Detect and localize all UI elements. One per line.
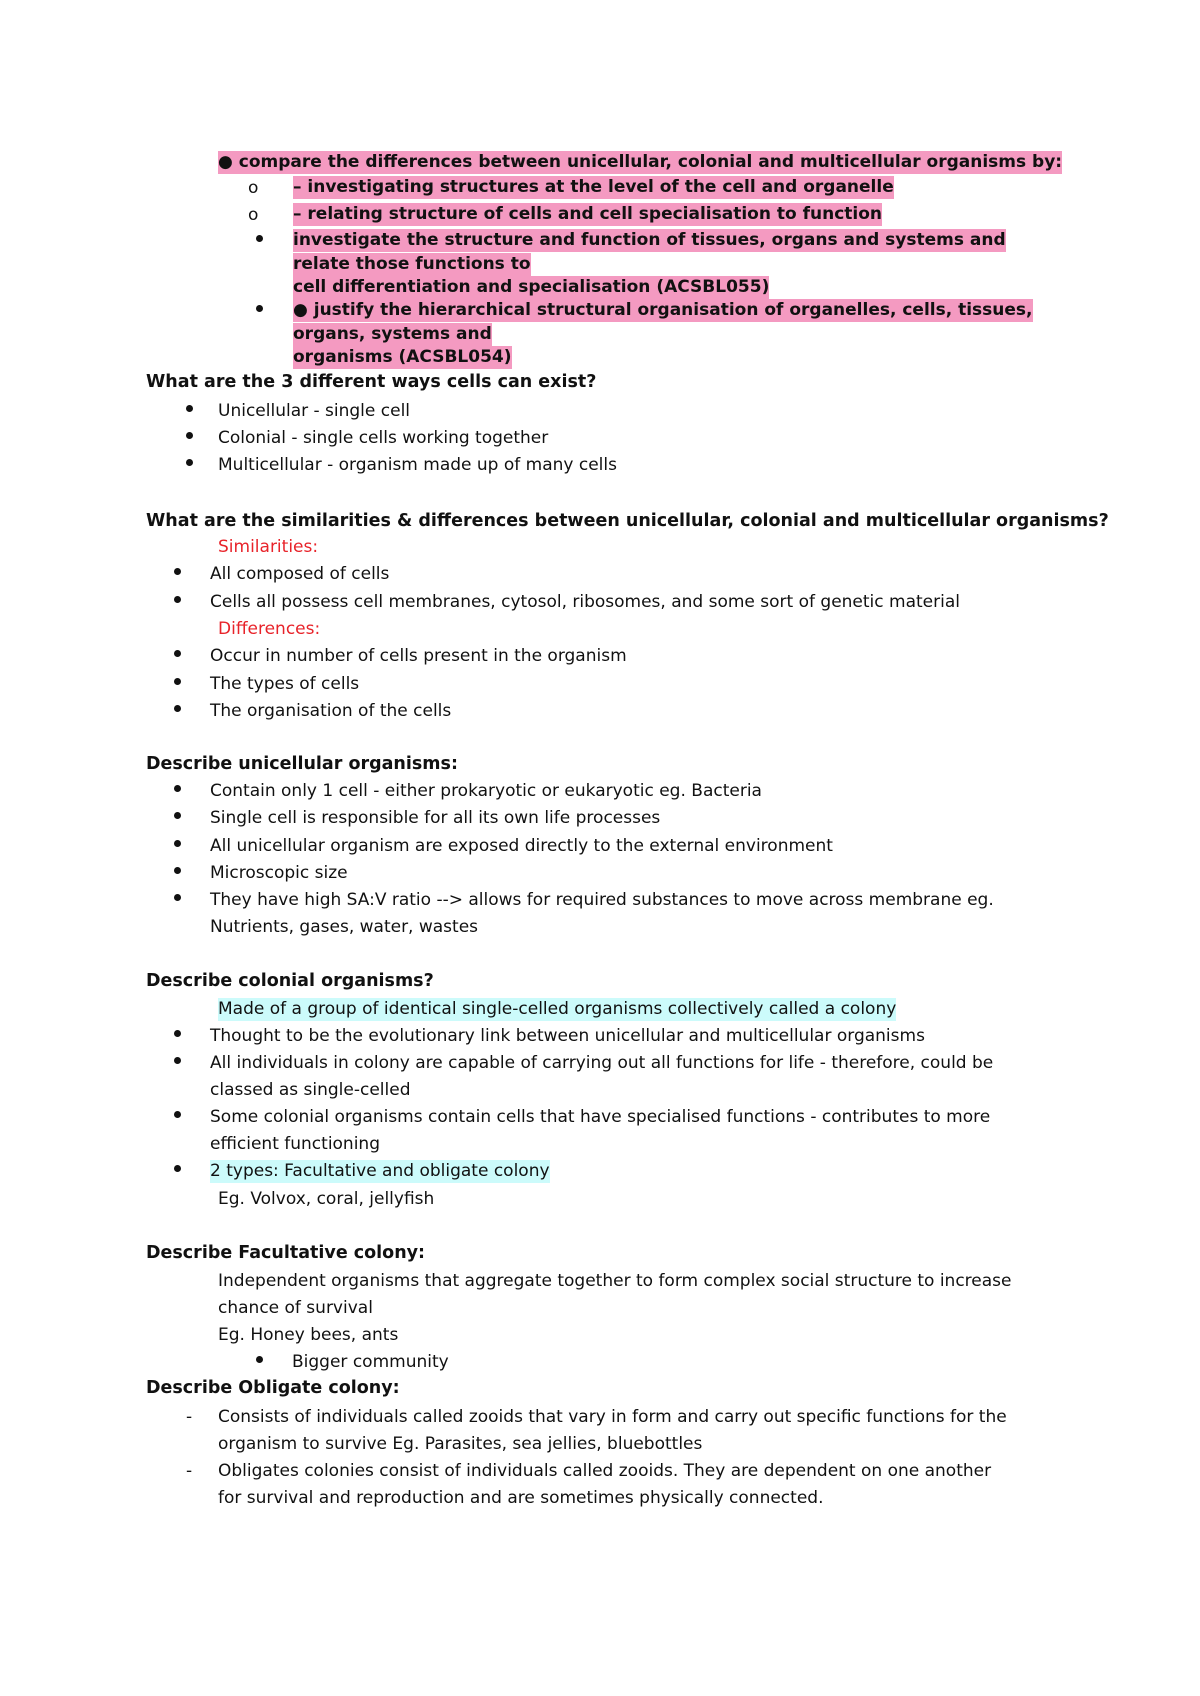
bullet-icon <box>174 1165 181 1172</box>
obligate-line-3: Obligates colonies consist of individuals called zooids. They are dependent on one another <box>218 1461 992 1481</box>
bullet-icon <box>174 785 181 792</box>
circle-bullet-icon: o <box>248 205 259 225</box>
bullet-icon <box>256 235 263 242</box>
outcome-b1-line2: relate those functions to <box>293 254 531 274</box>
outcome-b1-line3: cell differentiation and specialisation (ACSBL055) <box>293 277 770 297</box>
outcome-main: ● compare the differences between unicellular, colonial and multicellular organisms by: <box>218 152 1063 172</box>
list-item: They have high SA:V ratio --> allows for required substances to move across membrane eg. <box>210 890 994 910</box>
list-item: The organisation of the cells <box>210 701 452 721</box>
similarities-label: Similarities: <box>218 537 319 557</box>
bullet-icon <box>174 867 181 874</box>
heading-unicellular: Describe unicellular organisms: <box>146 754 458 774</box>
list-item: All composed of cells <box>210 564 390 584</box>
bullet-icon <box>186 459 193 466</box>
list-item-continuation: efficient functioning <box>210 1134 380 1154</box>
bullet-icon <box>174 1030 181 1037</box>
outcome-b2-line1: ● justify the hierarchical structural organisation of organelles, cells, tissues, <box>293 300 1033 320</box>
bullet-icon <box>174 705 181 712</box>
facultative-line-1: Independent organisms that aggregate together to form complex social structure to increase <box>218 1271 1012 1291</box>
outcome-sub-2: – relating structure of cells and cell specialisation to function <box>293 204 883 224</box>
list-item: Single cell is responsible for all its own life processes <box>210 808 661 828</box>
example-line: Eg. Volvox, coral, jellyfish <box>218 1189 435 1209</box>
list-item: All unicellular organism are exposed directly to the external environment <box>210 836 833 856</box>
heading-obligate: Describe Obligate colony: <box>146 1378 400 1398</box>
facultative-line-2: chance of survival <box>218 1298 373 1318</box>
differences-label: Differences: <box>218 619 321 639</box>
bullet-icon <box>174 678 181 685</box>
outcome-b2-line3: organisms (ACSBL054) <box>293 347 512 367</box>
bullet-icon <box>174 1057 181 1064</box>
list-item-continuation: classed as single-celled <box>210 1080 411 1100</box>
obligate-line-1: Consists of individuals called zooids that vary in form and carry out specific functions for the <box>218 1407 1007 1427</box>
facultative-line-4: Bigger community <box>292 1352 449 1372</box>
list-item: Occur in number of cells present in the organism <box>210 646 627 666</box>
bullet-icon <box>174 568 181 575</box>
bullet-icon <box>256 305 263 312</box>
circle-bullet-icon: o <box>248 178 259 198</box>
dash-bullet-icon: - <box>186 1407 193 1427</box>
colonial-intro: Made of a group of identical single-celled organisms collectively called a colony <box>218 999 897 1019</box>
dash-bullet-icon: - <box>186 1461 193 1481</box>
bullet-icon <box>174 1111 181 1118</box>
list-item: Some colonial organisms contain cells that have specialised functions - contributes to more <box>210 1107 991 1127</box>
facultative-line-3: Eg. Honey bees, ants <box>218 1325 399 1345</box>
list-item: Colonial - single cells working together <box>218 428 549 448</box>
bullet-icon <box>174 650 181 657</box>
list-item: 2 types: Facultative and obligate colony <box>210 1161 550 1181</box>
list-item: Multicellular - organism made up of many cells <box>218 455 617 475</box>
outcome-sub-1: – investigating structures at the level of the cell and organelle <box>293 177 894 197</box>
list-item: The types of cells <box>210 674 360 694</box>
bullet-icon <box>174 596 181 603</box>
bullet-icon <box>256 1356 263 1363</box>
bullet-icon <box>174 840 181 847</box>
bullet-icon <box>186 405 193 412</box>
list-item: All individuals in colony are capable of carrying out all functions for life - therefore, could be <box>210 1053 994 1073</box>
bullet-icon <box>174 894 181 901</box>
bullet-icon <box>174 812 181 819</box>
obligate-line-4: for survival and reproduction and are sometimes physically connected. <box>218 1488 824 1508</box>
list-item: Thought to be the evolutionary link between unicellular and multicellular organisms <box>210 1026 925 1046</box>
heading-similarities: What are the similarities & differences between unicellular, colonial and multicellular organisms? <box>146 511 1109 531</box>
heading-colonial: Describe colonial organisms? <box>146 971 434 991</box>
heading-facultative: Describe Facultative colony: <box>146 1243 426 1263</box>
outcome-b1-line1: investigate the structure and function of tissues, organs and systems and <box>293 230 1006 250</box>
bullet-icon <box>186 432 193 439</box>
list-item: Unicellular - single cell <box>218 401 411 421</box>
list-item: Contain only 1 cell - either prokaryotic or eukaryotic eg. Bacteria <box>210 781 762 801</box>
outcome-b2-line2: organs, systems and <box>293 324 492 344</box>
list-item: Cells all possess cell membranes, cytosol, ribosomes, and some sort of genetic material <box>210 592 960 612</box>
heading-ways: What are the 3 different ways cells can exist? <box>146 372 597 392</box>
list-item-continuation: Nutrients, gases, water, wastes <box>210 917 479 937</box>
obligate-line-2: organism to survive Eg. Parasites, sea jellies, bluebottles <box>218 1434 703 1454</box>
list-item: Microscopic size <box>210 863 348 883</box>
